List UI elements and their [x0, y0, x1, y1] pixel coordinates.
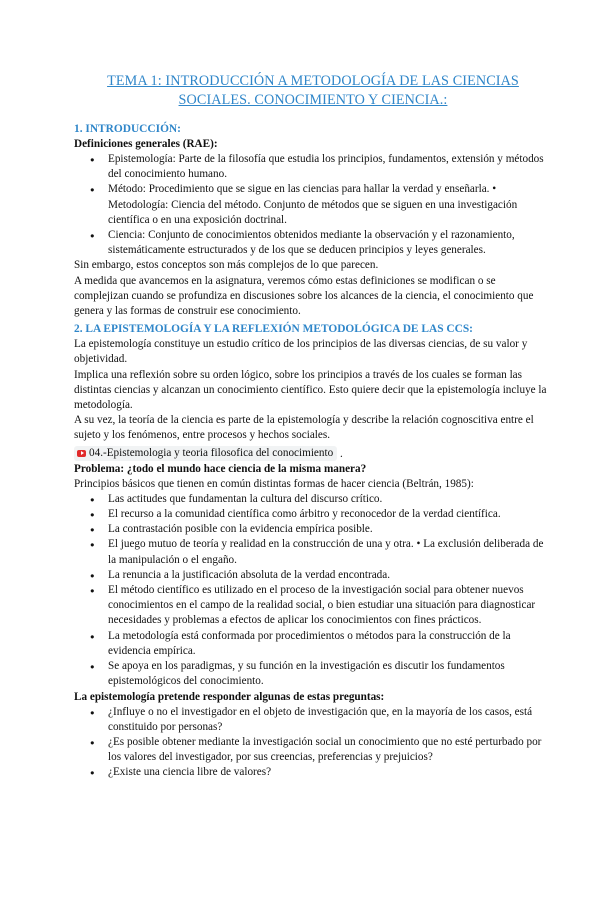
- list-item: ● ¿Existe una ciencia libre de valores?: [108, 765, 552, 780]
- paragraph: Sin embargo, estos conceptos son más complejos de lo que parecen.: [74, 259, 379, 272]
- list-item: ● La contrastación posible con la evidencia empírica posible.: [108, 522, 552, 537]
- list-item: ● Ciencia: Conjunto de conocimientos obtenidos mediante la observación y el razonamiento, sistemáticamente estructurados y de los que se deducen principios y leyes generales.: [108, 228, 552, 258]
- definitions-list: [74, 152, 552, 258]
- list-item: ● Epistemología: Parte de la filosofía que estudia los principios, fundamentos, extensión y métodos del conocimiento humano.: [108, 152, 552, 182]
- list-item: ● El juego mutuo de teoría y realidad en la construcción de una y otra. • La exclusión deliberada de la manipulación o el engaño.: [108, 537, 552, 567]
- video-link-label: 04.-Epistemologia y teoria filosofica del conocimiento: [89, 446, 334, 459]
- document-page: [0, 72, 600, 920]
- list-item: ● Método: Procedimiento que se sigue en las ciencias para hallar la verdad y enseñarla. • Metodología: Ciencia del método. Conjunto de métodos que se siguen en una investigación científica o en una exposición doctrinal.: [108, 182, 552, 228]
- section-1-heading: 1. INTRODUCCIÓN:: [74, 123, 181, 135]
- questions-list: [74, 705, 552, 781]
- paragraph: A su vez, la teoría de la ciencia es parte de la epistemología y describe la relación cognoscitiva entre el sujeto y los fenómenos, entre procesos y hechos sociales.: [74, 414, 534, 442]
- list-item: ● Las actitudes que fundamentan la cultura del discurso crítico.: [108, 492, 552, 507]
- list-item: ● El método científico es utilizado en el proceso de la investigación social para obtener nuevos conocimientos en el campo de la realidad social, o bien estudiar una situación para diagnosticar necesidades y problemas a efectos de aplicar los conocimientos con fines prácticos.: [108, 583, 552, 629]
- paragraph: La epistemología constituye un estudio crítico de los principios de las diversas ciencias, de su valor y objetividad.: [74, 338, 528, 366]
- list-item: ● El recurso a la comunidad científica como árbitro y reconocedor de la verdad científica.: [108, 507, 552, 522]
- questions-heading: La epistemología pretende responder algunas de estas preguntas:: [74, 690, 385, 703]
- list-item: ● La metodología está conformada por procedimientos o métodos para la construcción de la evidencia empírica.: [108, 629, 552, 659]
- paragraph: A medida que avancemos en la asignatura, veremos cómo estas definiciones se modifican o se complejizan cuando se profundiza en discusiones sobre los alcances de la ciencia, el conocimiento que genera y las formas de construir ese conocimiento.: [74, 274, 534, 318]
- youtube-icon: [77, 450, 86, 457]
- paragraph: Implica una reflexión sobre su orden lógico, sobre los principios a través de los cuales se forman las distintas ciencias y alcanzan un conocimiento científico. Esto quiere decir que la epistemología incluye la metodología.: [74, 368, 547, 412]
- video-link[interactable]: [74, 446, 337, 461]
- video-line: [74, 444, 552, 462]
- definitions-heading: Definiciones generales (RAE):: [74, 138, 218, 150]
- principles-intro: Principios básicos que tienen en común distintas formas de hacer ciencia (Beltrán, 1985):: [74, 477, 474, 490]
- list-item: ● ¿Es posible obtener mediante la investigación social un conocimiento que no esté perturbado por los valores del investigador, por sus creencias, preferencias y prejuicios?: [108, 735, 552, 765]
- video-suffix: .: [337, 447, 343, 460]
- problem-heading: Problema: ¿todo el mundo hace ciencia de la misma manera?: [74, 462, 367, 475]
- list-item: ● La renuncia a la justificación absoluta de la verdad encontrada.: [108, 568, 552, 583]
- list-item: ● ¿Influye o no el investigador en el objeto de investigación que, en la mayoría de los casos, está constituido por personas?: [108, 705, 552, 735]
- principles-list: [74, 492, 552, 690]
- list-item: ● Se apoya en los paradigmas, y su función en la investigación es discutir los fundamentos epistemológicos del conocimiento.: [108, 659, 552, 689]
- document-title: TEMA 1: INTRODUCCIÓN A METODOLOGÍA DE LAS CIENCIAS SOCIALES. CONOCIMIENTO Y CIENCIA.:: [107, 73, 519, 108]
- section-2-heading: 2. LA EPISTEMOLOGÍA Y LA REFLEXIÓN METODOLÓGICA DE LAS CCS:: [74, 323, 473, 336]
